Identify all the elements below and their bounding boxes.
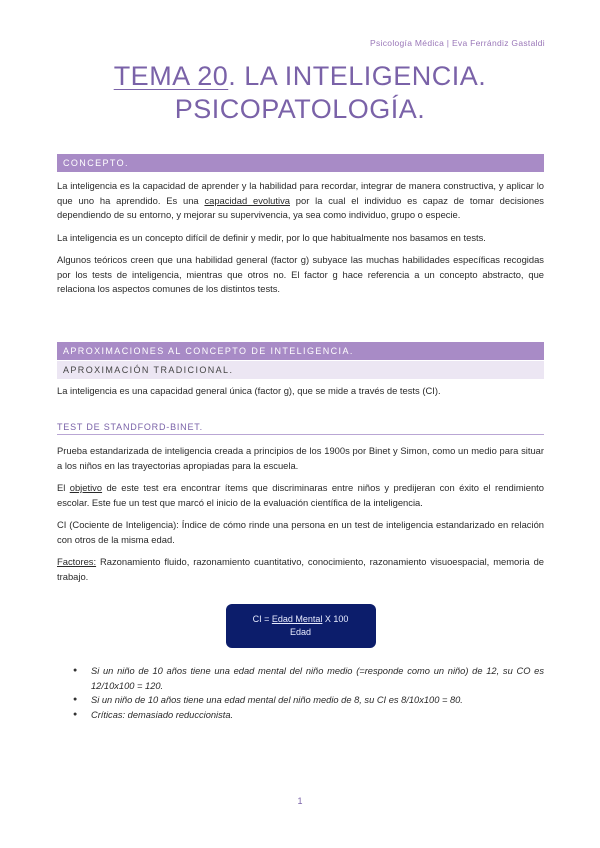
formula-denominator: Edad: [289, 627, 312, 637]
ci-formula-box: [226, 604, 376, 648]
list-item: ● Críticas: demasiado reduccionista.: [91, 708, 544, 723]
tradicional-paragraph: La inteligencia es una capacidad general única (factor g), que se mide a través de tests (CI).: [57, 384, 441, 396]
concepto-paragraph-2: La inteligencia es un concepto difícil de definir y medir, por lo que habitualmente nos basamos en tests.: [57, 231, 486, 243]
formula-numerator: CI = Edad Mental X 100: [252, 614, 349, 624]
subsection-heading-tradicional: APROXIMACIÓN TRADICIONAL.: [57, 360, 544, 379]
concepto-paragraph-1: La inteligencia es la capacidad de aprender y la habilidad para recordar, integrar de manera constructiva, y aplicar lo que uno ha aprendido. Es una capacidad evolutiva por la cual el individuo es capaz de tomar decisiones dependiendo de su entorno, y mejorar su supervivencia, ya sea como individuo, grupo o especie.: [57, 180, 544, 220]
concepto-paragraph-3: Algunos teóricos creen que una habilidad general (factor g) subyace las muchas habilidades específicas recogidas por los tests de inteligencia, mientras que otros no. El factor g hace referencia a un concepto abstracto, que relaciona los aspectos comunes de los distintos tests.: [57, 254, 544, 294]
factores-label: Factores:: [57, 556, 97, 567]
objetivo-term: objetivo: [69, 482, 103, 493]
stanford-paragraph-2: El objetivo de este test era encontrar ítems que discriminaras entre niños y predijeran con éxito el rendimiento escolar. Este fue un test que marcó el inicio de la evaluación científica de la inteligencia.: [57, 482, 544, 508]
section-heading-concepto: CONCEPTO.: [57, 154, 544, 172]
title-line-2: PSICOPATOLOGÍA.: [174, 94, 426, 124]
main-content: [57, 154, 544, 722]
title-topic-name: . LA INTELIGENCIA.: [228, 61, 487, 91]
page-number: 1: [297, 796, 303, 806]
title-line-1: [0, 60, 600, 93]
section-heading-aproximaciones: APROXIMACIONES AL CONCEPTO DE INTELIGENCIA.: [57, 342, 544, 360]
examples-list: [57, 664, 544, 722]
stanford-factores: Factores: Razonamiento fluido, razonamiento cuantitativo, conocimiento, razonamiento visuoespacial, memoria de trabajo.: [57, 556, 544, 582]
stanford-paragraph-ci: CI (Cociente de Inteligencia): Índice de cómo rinde una persona en un test de inteligencia estandarizado en relación con otros de la misma edad.: [57, 519, 544, 545]
page-title: [0, 60, 600, 126]
capacidad-evolutiva-term: capacidad evolutiva: [204, 194, 290, 206]
subsection-heading-stanford-binet: TEST DE STANDFORD-BINET.: [57, 422, 544, 435]
list-item: ● Si un niño de 10 años tiene una edad mental del niño medio de 8, su CI es 8/10x100 = 80.: [91, 693, 544, 708]
title-topic-number: TEMA 20: [113, 61, 229, 91]
running-header: Psicología Médica | Eva Ferrándiz Gastaldi: [370, 38, 545, 48]
stanford-paragraph-1: Prueba estandarizada de inteligencia creada a principios de los 1900s por Binet y Simon, como un medio para situar a los niños en las trayectorias apropiadas para la escuela.: [57, 445, 544, 471]
list-item: ● Si un niño de 10 años tiene una edad mental del niño medio (=responde como un niño) de 12, su CO es 12/10x100 = 120.: [91, 664, 544, 693]
